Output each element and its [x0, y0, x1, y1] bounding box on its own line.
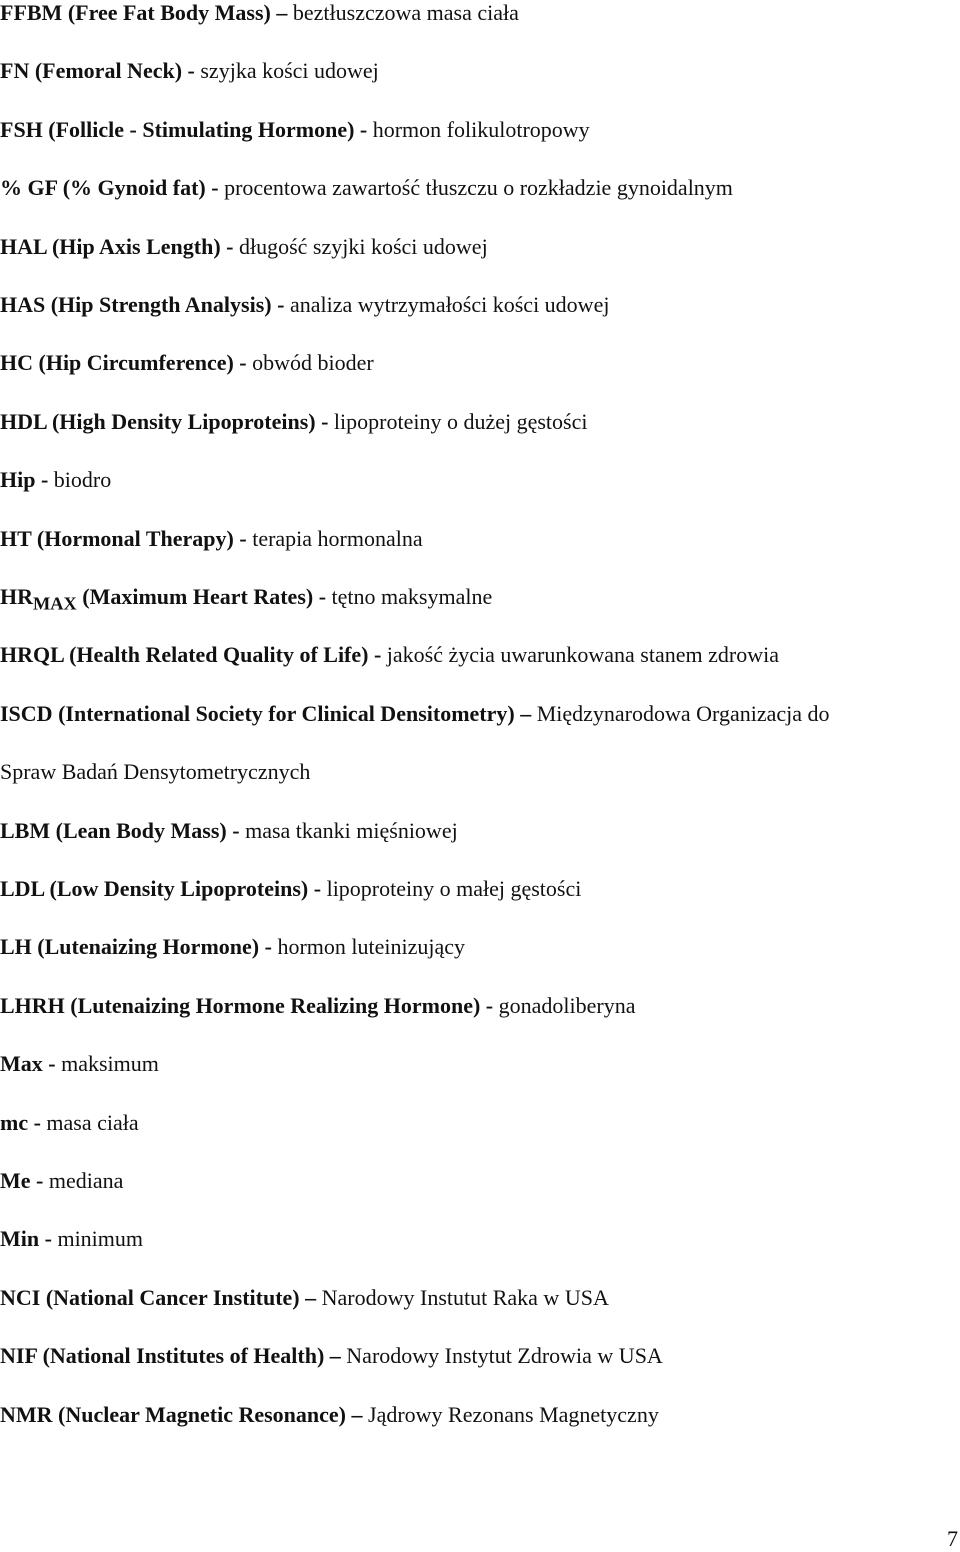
entry-term-rest: (Maximum Heart Rates) [76, 584, 314, 609]
entry-term: NIF (National Institutes of Health) [0, 1343, 325, 1368]
entry-term: ISCD (International Society for Clinical Densitometry) [0, 701, 515, 726]
entry-separator: - [30, 1168, 49, 1193]
glossary-entry [0, 818, 960, 844]
entry-definition: tętno maksymalne [331, 584, 493, 609]
entry-definition: lipoproteiny o dużej gęstości [333, 409, 588, 434]
entry-separator: - [315, 409, 334, 434]
entry-separator: – [299, 1285, 322, 1310]
entry-separator: - [354, 117, 373, 142]
entry-term: FN (Femoral Neck) [0, 58, 183, 83]
entry-term: NCI (National Cancer Institute) [0, 1285, 300, 1310]
glossary-entry [0, 117, 960, 143]
entry-definition: masa ciała [46, 1110, 139, 1135]
glossary-entry [0, 1285, 960, 1311]
entry-definition: lipoproteiny o małej gęstości [326, 876, 582, 901]
entry-separator: – [324, 1343, 347, 1368]
entry-definition: terapia hormonalna [252, 526, 423, 551]
page-number: 7 [947, 1526, 958, 1551]
glossary-entry [0, 1226, 960, 1252]
glossary-entry [0, 234, 960, 260]
entry-separator: - [271, 292, 290, 317]
entry-term: LH (Lutenaizing Hormone) [0, 934, 260, 959]
entry-term: HAL (Hip Axis Length) [0, 234, 221, 259]
glossary-entry [0, 175, 960, 201]
entry-definition: maksimum [61, 1051, 159, 1076]
entry-definition: Spraw Badań Densytometrycznych [0, 759, 311, 784]
entry-separator: - [233, 526, 253, 551]
entry-definition: szyjka kości udowej [200, 58, 379, 83]
glossary-entry [0, 409, 960, 435]
entry-separator: - [308, 876, 327, 901]
entry-separator: – [514, 701, 537, 726]
entry-definition: biodro [53, 467, 112, 492]
entry-definition: hormon folikulotropowy [372, 117, 590, 142]
entry-definition: jakość życia uwarunkowana stanem zdrowia [386, 642, 779, 667]
entry-separator: - [220, 234, 239, 259]
entry-separator: - [313, 584, 332, 609]
glossary-entry [0, 0, 960, 26]
entry-definition: gonadoliberyna [498, 993, 636, 1018]
entry-separator: - [233, 350, 253, 375]
entry-term: FSH (Follicle - Stimulating Hormone) [0, 117, 355, 142]
entry-definition: minimum [57, 1226, 144, 1251]
glossary-entry [0, 350, 960, 376]
glossary-entry [0, 1343, 960, 1369]
entry-term: LHRH (Lutenaizing Hormone Realizing Hormone) [0, 993, 481, 1018]
glossary-entry [0, 1402, 960, 1428]
entry-separator: - [205, 175, 225, 200]
entry-definition: analiza wytrzymałości kości udowej [289, 292, 610, 317]
entry-term: % GF (% Gynoid fat) [0, 175, 206, 200]
entry-separator: - [226, 818, 246, 843]
entry-term: HAS (Hip Strength Analysis) [0, 292, 272, 317]
entry-separator: - [35, 467, 54, 492]
entry-term: Max [0, 1051, 43, 1076]
entry-separator: - [39, 1226, 58, 1251]
glossary-entry [0, 876, 960, 902]
glossary-entry [0, 642, 960, 668]
entry-definition: beztłuszczowa masa ciała [292, 0, 519, 25]
entry-term: LDL (Low Density Lipoproteins) [0, 876, 309, 901]
entry-definition: procentowa zawartość tłuszczu o rozkładzie gynoidalnym [224, 175, 733, 200]
glossary-entry [0, 526, 960, 552]
glossary-entry [0, 701, 960, 727]
entry-definition: masa tkanki mięśniowej [245, 818, 458, 843]
glossary-entry [0, 584, 960, 616]
entry-separator: – [270, 0, 293, 25]
entry-definition: hormon luteinizujący [277, 934, 465, 959]
entry-term: Min [0, 1226, 40, 1251]
entry-term: HC (Hip Circumference) [0, 350, 234, 375]
entry-term: NMR (Nuclear Magnetic Resonance) [0, 1402, 347, 1427]
glossary-entry [0, 1051, 960, 1077]
glossary-entry [0, 1168, 960, 1194]
entry-separator: - [368, 642, 387, 667]
entry-separator: - [42, 1051, 62, 1076]
entry-term-subscript: MAX [33, 593, 77, 614]
entry-separator: - [28, 1110, 47, 1135]
entry-separator: - [480, 993, 499, 1018]
glossary-entry [0, 934, 960, 960]
entry-term: LBM (Lean Body Mass) [0, 818, 227, 843]
glossary-entry [0, 292, 960, 318]
entry-definition: Jądrowy Rezonans Magnetyczny [368, 1402, 659, 1427]
entry-definition: Międzynarodowa Organizacja do [536, 701, 830, 726]
entry-term: HT (Hormonal Therapy) [0, 526, 234, 551]
entry-separator: - [259, 934, 278, 959]
entry-term: HDL (High Density Lipoproteins) [0, 409, 316, 434]
glossary-entry [0, 1110, 960, 1136]
entry-term: mc [0, 1110, 29, 1135]
entry-definition: obwód bioder [252, 350, 374, 375]
entry-definition: długość szyjki kości udowej [238, 234, 488, 259]
glossary-entry [0, 759, 960, 785]
entry-definition: mediana [48, 1168, 124, 1193]
entry-definition: Narodowy Instutut Raka w USA [321, 1285, 609, 1310]
glossary-entry [0, 993, 960, 1019]
entry-term: Me [0, 1168, 31, 1193]
entry-term: HRQL (Health Related Quality of Life) [0, 642, 369, 667]
entry-term: Hip [0, 467, 36, 492]
entry-term: FFBM (Free Fat Body Mass) [0, 0, 271, 25]
entry-term: HR [0, 584, 33, 609]
entry-separator: – [346, 1402, 369, 1427]
glossary-entry [0, 58, 960, 84]
glossary-entry [0, 467, 960, 493]
entry-separator: - [182, 58, 201, 83]
entry-definition: Narodowy Instytut Zdrowia w USA [346, 1343, 663, 1368]
